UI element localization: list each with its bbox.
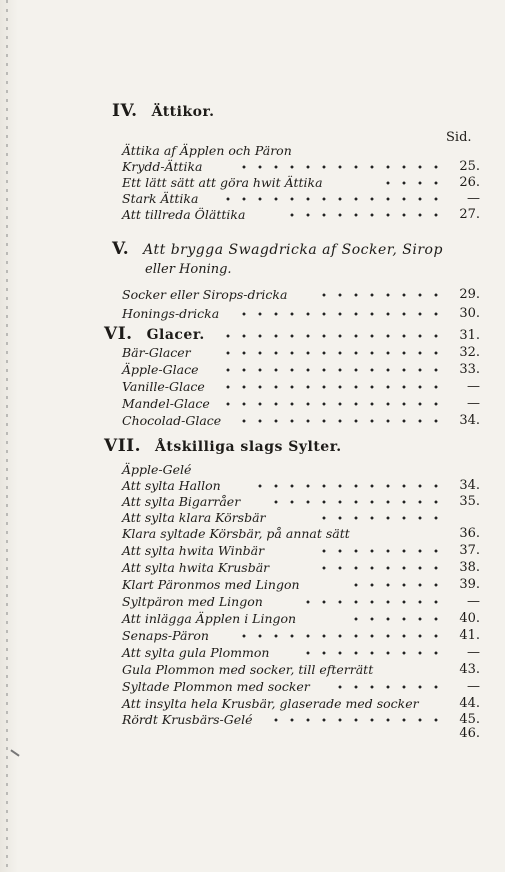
entry-page: — [467, 679, 480, 694]
entry-title: Krydd-Ättika [122, 159, 203, 174]
entry-title: Att inlägga Äpplen i Lingon [122, 611, 297, 626]
entry-title: Chocolad-Glace [122, 413, 222, 428]
entry-page: — [467, 379, 480, 394]
toc-entry [122, 328, 480, 345]
entry-title: Bär-Glacer [122, 345, 191, 360]
section-number: VII. [104, 436, 142, 456]
entry-title: Att sylta klara Körsbär [122, 510, 266, 525]
toc-entry [122, 628, 480, 645]
entry-title: Att insylta hela Krusbär, glaserade med socker [122, 696, 419, 711]
leader-dots [246, 482, 444, 490]
entry-title: Att sylta Bigarråer [122, 494, 241, 509]
page-column-header: Sid. [446, 130, 472, 145]
entry-page: 37. [459, 543, 480, 558]
toc-entry [122, 191, 480, 208]
entry-page: 29. [459, 287, 480, 302]
entry-title: Honings-dricka [122, 306, 220, 321]
entry-page: 43. [459, 662, 480, 677]
toc-entry [122, 143, 480, 160]
leader-dots [238, 632, 444, 640]
leader-dots [242, 310, 444, 318]
leader-dots [222, 332, 444, 340]
leader-dots [222, 383, 444, 391]
entry-page: — [467, 594, 480, 609]
toc-entry [122, 306, 480, 323]
entry-title: Gula Plommon med socker, till efterrätt [122, 662, 374, 677]
leader-dots [270, 716, 444, 724]
toc-entry [122, 462, 480, 479]
leader-dots [262, 498, 444, 506]
entry-page: 30. [459, 306, 480, 321]
leader-dots [342, 615, 444, 623]
section-title: Att brygga Swagdricka af Socker, Sirop [143, 242, 443, 258]
toc-entry [122, 159, 480, 176]
entry-page: 34. [459, 478, 480, 493]
entry-page: 34. [459, 413, 480, 428]
entry-title: Ett lätt sätt att göra hwit Ättika [122, 175, 323, 190]
entry-page: 45. [459, 712, 480, 727]
page-edge-shadow [6, 0, 8, 872]
entry-title: Äpple-Gelé [122, 462, 192, 477]
entry-title: Klara syltade Körsbär, på annat sätt [122, 526, 350, 541]
entry-title: Stark Ättika [122, 191, 199, 206]
entry-title: Syltpäron med Lingon [122, 594, 263, 609]
entry-title: Syltade Plommon med socker [122, 679, 310, 694]
entry-title: Rördt Krusbärs-Gelé [122, 712, 253, 727]
leader-dots [214, 349, 444, 357]
entry-title: Att sylta hwita Winbär [122, 543, 265, 558]
section-title: Glacer. [146, 327, 205, 343]
entry-title: Att sylta hwita Krusbär [122, 560, 270, 575]
entry-page: 36. [459, 526, 480, 541]
section-number: V. [112, 239, 130, 259]
toc-entry [122, 560, 480, 577]
entry-page: 32. [459, 345, 480, 360]
leader-dots [310, 514, 444, 522]
leader-dots [230, 163, 444, 171]
toc-entry [122, 494, 480, 511]
margin-mark [10, 749, 19, 756]
toc-entry [122, 577, 480, 594]
section-heading-iv [112, 101, 214, 121]
entry-title: Vanille-Glace [122, 379, 205, 394]
entry-title: Mandel-Glace [122, 396, 210, 411]
section-title: Ättikor. [151, 104, 215, 120]
section-number: VI. [104, 324, 133, 344]
leader-dots [302, 598, 444, 606]
leader-dots [318, 547, 444, 555]
leader-dots [282, 211, 444, 219]
leader-dots [222, 400, 444, 408]
entry-page: 40. [459, 611, 480, 626]
entry-page: 44. [459, 696, 480, 711]
leader-dots [342, 581, 444, 589]
entry-title: Äpple-Glace [122, 362, 199, 377]
entry-page: 26. [459, 175, 480, 190]
toc-entry [122, 510, 480, 527]
entry-page: 35. [459, 494, 480, 509]
toc-entry [122, 396, 480, 413]
leader-dots [318, 564, 444, 572]
toc-entry [122, 662, 480, 679]
entry-title: Klart Päronmos med Lingon [122, 577, 300, 592]
toc-entry [122, 611, 480, 628]
entry-page: — [467, 396, 480, 411]
leader-dots [214, 366, 444, 374]
leader-dots [234, 417, 444, 425]
section-heading-v [112, 239, 443, 259]
toc-entry [122, 526, 480, 543]
toc-entry [122, 287, 480, 304]
toc-entry [122, 345, 480, 362]
toc-entry [122, 594, 480, 611]
entry-title: Senaps-Päron [122, 628, 209, 643]
section-title: Åtskilliga slags Sylter. [155, 439, 342, 455]
leader-dots [326, 683, 444, 691]
toc-entry [122, 726, 480, 743]
entry-title: Att tillreda Ölättika [122, 207, 246, 222]
entry-page: 41. [459, 628, 480, 643]
toc-entry [122, 543, 480, 560]
entry-page: 33. [459, 362, 480, 377]
entry-title: Socker eller Sirops-dricka [122, 287, 288, 302]
section-number: IV. [112, 101, 138, 121]
section-heading-vii [104, 436, 342, 456]
toc-entry [122, 696, 480, 713]
toc-entry [122, 645, 480, 662]
toc-entry [122, 679, 480, 696]
leader-dots [222, 195, 444, 203]
leader-dots [302, 649, 444, 657]
toc-entry [122, 362, 480, 379]
entry-title: Att sylta Hallon [122, 478, 221, 493]
entry-page: — [467, 191, 480, 206]
entry-page: 38. [459, 560, 480, 575]
entry-page: 25. [459, 159, 480, 174]
entry-page: 39. [459, 577, 480, 592]
toc-entry [122, 207, 480, 224]
leader-dots [318, 291, 444, 299]
entry-title: Ättika af Äpplen och Päron [122, 143, 292, 158]
entry-page: 27. [459, 207, 480, 222]
entry-page: 31. [459, 328, 480, 343]
toc-entry [122, 413, 480, 430]
toc-entry [122, 175, 480, 192]
toc-entry [122, 379, 480, 396]
entry-title: Att sylta gula Plommon [122, 645, 270, 660]
section-title-continued: eller Honing. [145, 262, 232, 277]
toc-entry [122, 478, 480, 495]
entry-page: 46. [459, 726, 480, 741]
entry-page: — [467, 645, 480, 660]
leader-dots [378, 179, 444, 187]
